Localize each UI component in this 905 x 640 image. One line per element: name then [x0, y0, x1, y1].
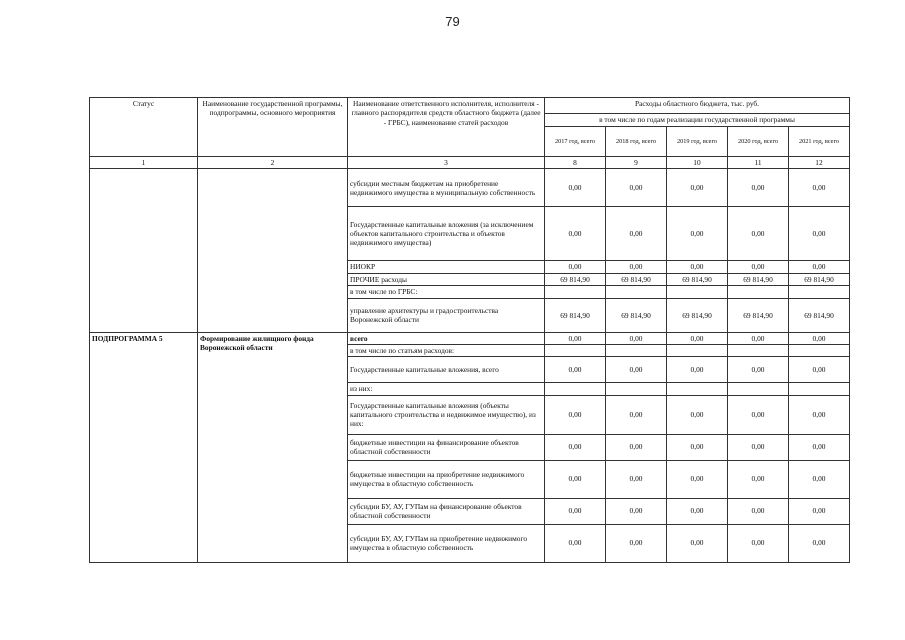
value-cell: 69 814,90: [728, 298, 789, 332]
value-cell: 0,00: [545, 169, 606, 207]
row-label: Государственные капитальные вложения, всего: [348, 357, 545, 383]
value-cell: 0,00: [545, 207, 606, 261]
value-cell: 69 814,90: [545, 298, 606, 332]
row-label: в том числе по статьям расходов:: [348, 345, 545, 357]
value-cell: 0,00: [606, 357, 667, 383]
value-cell: [545, 285, 606, 298]
value-cell: 0,00: [606, 395, 667, 434]
column-index: 8: [545, 157, 606, 169]
row-label: в том числе по ГРБС:: [348, 285, 545, 298]
value-cell: 0,00: [606, 261, 667, 273]
subprogram-name: Формирование жилищного фонда Воронежской области: [198, 332, 348, 562]
value-cell: [728, 285, 789, 298]
value-cell: 0,00: [789, 498, 850, 524]
status-cell-empty: [90, 169, 198, 333]
row-label: ПРОЧИЕ расходы: [348, 273, 545, 285]
value-cell: 0,00: [545, 332, 606, 344]
column-index: 9: [606, 157, 667, 169]
value-cell: 0,00: [728, 395, 789, 434]
value-cell: 0,00: [545, 524, 606, 562]
value-cell: 0,00: [545, 261, 606, 273]
value-cell: 0,00: [728, 434, 789, 460]
value-cell: 0,00: [789, 332, 850, 344]
page-number: 79: [445, 14, 460, 29]
value-cell: 69 814,90: [545, 273, 606, 285]
program-cell-empty: [198, 169, 348, 333]
value-cell: 0,00: [728, 524, 789, 562]
row-label: всего: [348, 332, 545, 344]
value-cell: 0,00: [667, 169, 728, 207]
value-cell: 0,00: [728, 332, 789, 344]
column-index: 2: [198, 157, 348, 169]
header-year: 2018 год, всего: [606, 127, 667, 157]
row-label: субсидии БУ, АУ, ГУПам на приобретение недвижимого имущества в областную собственность: [348, 524, 545, 562]
header-program-name: Наименование государственной программы, подпрограммы, основного мероприятия: [198, 98, 348, 157]
value-cell: 0,00: [728, 169, 789, 207]
value-cell: 0,00: [667, 332, 728, 344]
value-cell: 69 814,90: [789, 298, 850, 332]
value-cell: [728, 345, 789, 357]
value-cell: [606, 383, 667, 395]
row-label: бюджетные инвестиции на приобретение недвижимого имущества в областную собственность: [348, 460, 545, 498]
value-cell: 0,00: [606, 524, 667, 562]
header-year: 2019 год, всего: [667, 127, 728, 157]
value-cell: 0,00: [728, 261, 789, 273]
value-cell: 0,00: [789, 261, 850, 273]
value-cell: 0,00: [545, 460, 606, 498]
row-label: Государственные капитальные вложения (объекты капитального строительства и недвижимое имущество), из них:: [348, 395, 545, 434]
value-cell: [606, 285, 667, 298]
row-label: НИОКР: [348, 261, 545, 273]
value-cell: 0,00: [606, 434, 667, 460]
row-label: субсидии местным бюджетам на приобретение недвижимого имущества в муниципальную собственность: [348, 169, 545, 207]
header-status: Статус: [90, 98, 198, 157]
value-cell: 0,00: [545, 395, 606, 434]
header-year: 2021 год, всего: [789, 127, 850, 157]
value-cell: 69 814,90: [606, 298, 667, 332]
value-cell: [667, 285, 728, 298]
value-cell: 0,00: [545, 357, 606, 383]
value-cell: [606, 345, 667, 357]
value-cell: [667, 345, 728, 357]
value-cell: 0,00: [728, 498, 789, 524]
budget-table: [89, 97, 850, 563]
header-year: 2020 год, всего: [728, 127, 789, 157]
value-cell: 0,00: [728, 357, 789, 383]
index-row: [90, 157, 850, 169]
value-cell: 69 814,90: [667, 298, 728, 332]
value-cell: 0,00: [789, 357, 850, 383]
value-cell: 0,00: [667, 207, 728, 261]
row-label: субсидии БУ, АУ, ГУПам на финансирование объектов областной собственности: [348, 498, 545, 524]
row-label: бюджетные инвестиции на финансирование объектов областной собственности: [348, 434, 545, 460]
subprogram-status: ПОДПРОГРАММА 5: [90, 332, 198, 562]
column-index: 3: [348, 157, 545, 169]
value-cell: 0,00: [728, 207, 789, 261]
value-cell: 0,00: [667, 524, 728, 562]
value-cell: 0,00: [606, 460, 667, 498]
column-index: 1: [90, 157, 198, 169]
column-index: 11: [728, 157, 789, 169]
header-by-years: в том числе по годам реализации государственной программы: [545, 114, 850, 127]
value-cell: 69 814,90: [667, 273, 728, 285]
table-row: [90, 332, 850, 344]
column-index: 10: [667, 157, 728, 169]
row-label: управление архитектуры и градостроительства Воронежской области: [348, 298, 545, 332]
value-cell: 0,00: [789, 169, 850, 207]
value-cell: 0,00: [667, 434, 728, 460]
header-expenses: Расходы областного бюджета, тыс. руб.: [545, 98, 850, 114]
value-cell: [545, 345, 606, 357]
value-cell: 0,00: [789, 460, 850, 498]
value-cell: 69 814,90: [606, 273, 667, 285]
row-label: Государственные капитальные вложения (за исключением объектов капитального строительства и объектов недвижимого имущества): [348, 207, 545, 261]
value-cell: 0,00: [545, 434, 606, 460]
value-cell: 0,00: [667, 261, 728, 273]
value-cell: 69 814,90: [789, 273, 850, 285]
value-cell: 0,00: [667, 357, 728, 383]
value-cell: 0,00: [667, 460, 728, 498]
value-cell: [545, 383, 606, 395]
value-cell: 0,00: [789, 524, 850, 562]
value-cell: [667, 383, 728, 395]
value-cell: [789, 345, 850, 357]
value-cell: 0,00: [728, 460, 789, 498]
value-cell: 0,00: [606, 169, 667, 207]
value-cell: [728, 383, 789, 395]
value-cell: [789, 383, 850, 395]
value-cell: 0,00: [789, 395, 850, 434]
value-cell: 0,00: [545, 498, 606, 524]
column-index: 12: [789, 157, 850, 169]
value-cell: 0,00: [606, 207, 667, 261]
value-cell: 0,00: [667, 498, 728, 524]
value-cell: 0,00: [789, 207, 850, 261]
row-label: из них:: [348, 383, 545, 395]
value-cell: 69 814,90: [728, 273, 789, 285]
header-responsible: Наименование ответственного исполнителя, исполнителя - главного распорядителя средств областного бюджета (далее - ГРБС), наименование статей расходов: [348, 98, 545, 157]
value-cell: 0,00: [789, 434, 850, 460]
value-cell: 0,00: [606, 498, 667, 524]
value-cell: 0,00: [667, 395, 728, 434]
table-row: [90, 169, 850, 207]
value-cell: [789, 285, 850, 298]
header-year: 2017 год, всего: [545, 127, 606, 157]
value-cell: 0,00: [606, 332, 667, 344]
